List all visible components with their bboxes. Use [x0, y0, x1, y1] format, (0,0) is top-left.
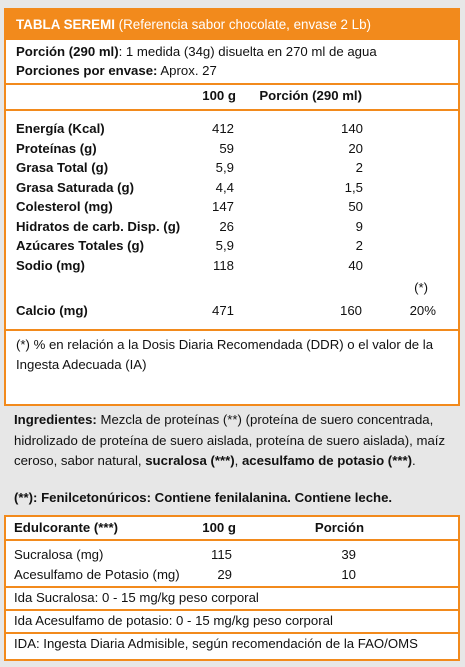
nutrient-name: Azúcares Totales (g) [16, 238, 144, 253]
table-header [6, 10, 458, 40]
value-ddr: 20% [409, 303, 436, 318]
value-portion: 1,5 [344, 179, 363, 195]
sweetener-col-portion: Porción [314, 520, 364, 535]
nutrient-name: Energía (Kcal) [16, 121, 105, 136]
sweetener-note: Ida Sucralosa: 0 - 15 mg/kg peso corporal [6, 588, 458, 611]
value-portion: 40 [348, 257, 363, 273]
value-portion: 2 [355, 160, 363, 175]
pku-warning: (**): Fenilcetonúricos: Contiene fenilalanina. Contiene leche. [14, 490, 393, 505]
ingredients-end: . [411, 453, 416, 468]
sweetener-table [4, 515, 460, 661]
servings-line [16, 61, 448, 80]
ingredient-sucralose: sucralosa (***) [145, 453, 235, 468]
nutrient-name: Grasa Total (g) [16, 160, 109, 175]
nutrient-name: Grasa Saturada (g) [16, 179, 134, 195]
value-portion: 20 [348, 140, 363, 156]
sweetener-col-name: Edulcorante (***) [14, 520, 119, 535]
nutrient-name: Calcio (mg) [16, 303, 88, 318]
servings-label: Porciones por envase: [16, 63, 158, 78]
ddr-header: (*) [414, 280, 428, 295]
servings-text: Aprox. 27 [157, 63, 217, 78]
ingredients-label: Ingredientes: [14, 412, 97, 427]
table-footnote: (*) % en relación a la Dosis Diaria Recomendada (DDR) o el valor de la Ingesta Adecuada (IA) [16, 337, 434, 372]
value-100g: 59 [219, 140, 234, 156]
table-row [6, 217, 458, 237]
value-portion: 39 [341, 547, 356, 562]
table-row [6, 565, 458, 588]
value-portion: 2 [355, 238, 363, 253]
sweetener-note: IDA: Ingesta Diaria Admisible, según recomendación de la FAO/OMS [14, 636, 418, 651]
table-title: TABLA SEREMI [16, 17, 115, 32]
ingredients-sep: , [234, 453, 242, 468]
portion-line [16, 42, 448, 61]
sweetener-note: Ida Acesulfamo de potasio: 0 - 15 mg/kg peso corporal [6, 611, 458, 634]
sweetener-headers [6, 517, 458, 541]
table-row [6, 236, 458, 256]
nutrient-name: Colesterol (mg) [16, 199, 113, 214]
col-portion: Porción (290 ml) [259, 88, 362, 103]
sweetener-name: Sucralosa (mg) [14, 547, 104, 562]
nutrient-name: Hidratos de carb. Disp. (g) [16, 218, 181, 234]
nutrient-name: Sodio (mg) [16, 257, 85, 273]
value-100g: 115 [210, 547, 232, 562]
sweetener-name: Acesulfamo de Potasio (mg) [14, 567, 180, 582]
table-row-calcio [6, 301, 458, 331]
value-100g: 118 [212, 257, 234, 273]
value-100g: 147 [211, 199, 234, 214]
table-row [6, 158, 458, 178]
value-100g: 26 [219, 218, 234, 234]
value-portion: 140 [340, 121, 363, 136]
column-headers [6, 85, 458, 111]
value-portion: 10 [341, 567, 356, 582]
value-portion: 160 [339, 303, 362, 318]
table-row [6, 545, 458, 565]
ddr-header-row [6, 275, 458, 301]
portion-section [6, 40, 458, 85]
nutrient-rows [6, 111, 458, 275]
value-portion: 9 [355, 218, 363, 234]
value-100g: 29 [217, 567, 232, 582]
table-row [6, 119, 458, 139]
value-100g: 5,9 [215, 238, 234, 253]
ingredient-acesulfame: acesulfamo de potasio (***) [241, 453, 412, 468]
nutrient-name: Proteínas (g) [16, 140, 97, 156]
value-100g: 471 [211, 303, 234, 318]
ingredients-text [14, 410, 454, 472]
sweetener-col-100g: 100 g [202, 520, 236, 535]
table-row [6, 139, 458, 159]
table-row [6, 197, 458, 217]
nutrition-table [4, 8, 460, 406]
value-100g: 5,9 [215, 160, 234, 175]
col-100g: 100 g [202, 88, 236, 103]
table-subtitle: (Referencia sabor chocolate, envase 2 Lb) [114, 17, 372, 32]
table-row [6, 178, 458, 198]
table-row [6, 256, 458, 276]
value-100g: 412 [211, 121, 234, 136]
value-100g: 4,4 [215, 179, 234, 195]
portion-text: : 1 medida (34g) disuelta en 270 ml de agua [118, 44, 377, 59]
value-portion: 50 [348, 199, 363, 214]
portion-label: Porción (290 ml) [16, 44, 119, 59]
ingredients-body: Mezcla de proteínas (**) (proteína de suero concentrada, hidrolizado de proteína de suero aislada, proteína de suero aislada), maíz ceroso, sabor natural, [14, 412, 446, 468]
